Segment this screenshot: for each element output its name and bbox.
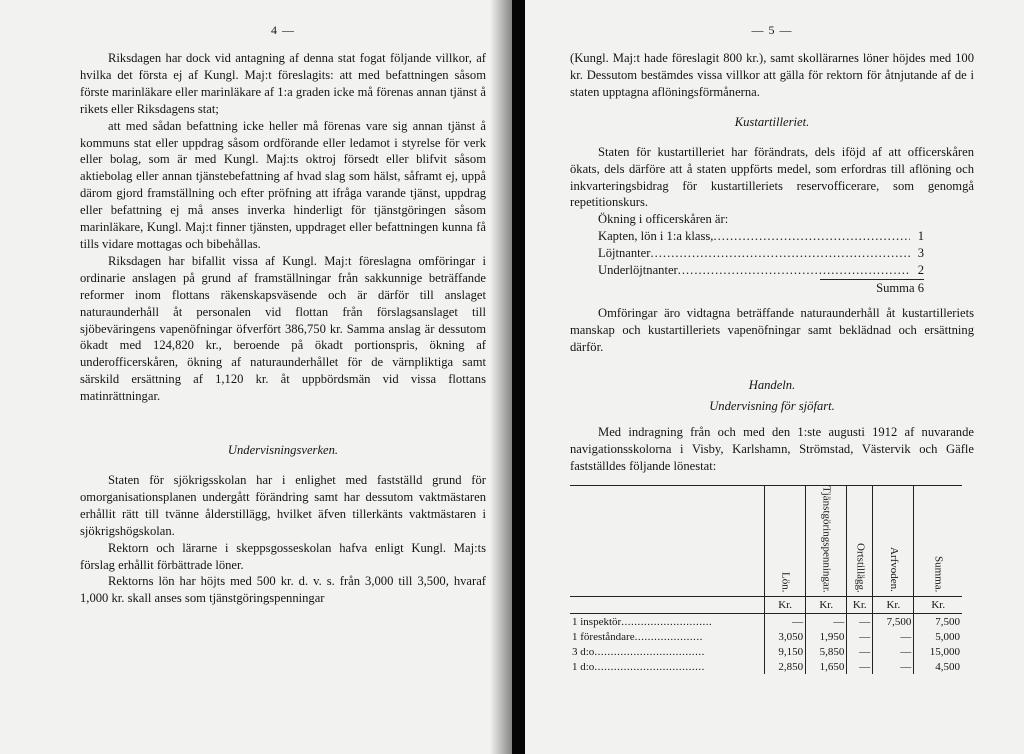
salary-table (570, 485, 962, 675)
list-item: Löjtnanter ..... 3 (598, 245, 924, 262)
column-header: Summa. (914, 485, 962, 597)
paragraph: Riksdagen har bifallit vissa af Kungl. Maj:t föreslagna omföringar i ordinarie anslagen på grund af framställningar från sakkunnige beträffande reformer inom flottans räkenskapsväsende och är därför till anslaget naturaunderhåll åt personalen vid flottan från förslagsanslaget till sjöbeväringens vapenöfningar öfverfört 386,750 kr. Samma anslag är dessutom ökadt med 124,820 kr., beroende på ökadt portionspris, ökning af underofficerskåren, ökning af naturaunderhållet för de värnpliktiga samt särskild ersättning af 1,120 kr. åt uppbördsmän vid vissa flottans matinrättningar. (80, 253, 486, 404)
unit-label: Kr. (806, 597, 847, 614)
paragraph: att med sådan befattning icke heller må förenas vare sig annan tjänst å kommuns stat eller uppdrag såsom ordförande eller ledamot i styrelse för verk eller bolag, som är med Kungl. Maj:ts oktroj försedt eller blifvit såsom aktiebolag eller annan tjänstebefattning af hvad slag som hälst, såframt ej, uppå därom gjord framställning och efter pröfning att ifråga varande tjänst, uppdrag eller befattning ej må anses inverka hinderligt för tjänstgöringen såsom marinläkare, Kungl. Maj:t finner tjänsten, uppdraget eller befattningen kunna få tills vidare mottagas och bibehållas. (80, 118, 486, 251)
section-heading: Handeln. (748, 377, 796, 392)
section-heading: Kustartilleriet. (734, 114, 810, 129)
table-row: 1 d:o.................................. 2,850 1,650 — — 4,500 (572, 660, 960, 673)
unit-label: Kr. (847, 597, 873, 614)
section-heading: Undervisningsverken. (227, 443, 339, 458)
paragraph: (Kungl. Maj:t hade föreslagit 800 kr.), samt skollärarnes löner höjdes med 100 kr. Dessutom bestämdes vissa villkor att gälla för rektorn för åtnjutande af de i staten upptagna aflöningsförmånerna. (570, 51, 974, 99)
page-number: 4 — (271, 23, 295, 37)
column-header: Lön. (765, 485, 806, 597)
book-gutter (490, 0, 512, 754)
right-page (525, 0, 1024, 754)
table-row: 1 föreståndare..................... 3,050 1,950 — — 5,000 (572, 630, 960, 643)
list-intro: Ökning i officerskåren är: (598, 212, 729, 227)
column-header: Tjänstgöringspenningar. (806, 485, 847, 597)
list-item: Kapten, lön i 1:a klass, ..... 1 (598, 228, 924, 245)
officer-increase-list (570, 228, 924, 279)
unit-label: Kr. (873, 597, 914, 614)
paragraph: Staten för kustartilleriet har förändrats, dels iföjd af att officerskåren ökats, dels därföre att å staten uppförts medel, som erfordras till aflöning och inkvarteringsbidrag för kustartilleriets reservofficerare, som genomgå repetitionskurs. (570, 144, 974, 210)
table-row: 1 inspektör............................ — — — 7,500 7,500 (572, 615, 960, 628)
sum-total: Summa 6 (820, 279, 924, 297)
column-header: Ortstillägg. (847, 485, 873, 597)
paragraph: Rektorns lön har höjts med 500 kr. d. v. s. från 3,000 till 3,500, hvaraf 1,000 kr. skall anses som tjänstgöringspenningar (80, 574, 486, 606)
paragraph: Riksdagen har dock vid antagning af denna stat fogat följande villkor, af hvilka det första ej af Kungl. Maj:t föreslagits: att med befattningen såsom förste marinläkare eller marinläkare af 1:a graden icke må förenas annan tjänst å rikets eller Riksdagens stat; (80, 51, 486, 116)
unit-label: Kr. (914, 597, 962, 614)
paragraph: Rektorn och lärarne i skeppsgosseskolan hafva enligt Kungl. Maj:ts förslag erhållit förbättrade löner. (80, 540, 486, 572)
paragraph: Omföringar äro vidtagna beträffande naturaunderhåll åt kustartilleriets manskap och kustartilleriets vapenöfningar samt beklädnad och ersättning därför. (570, 306, 974, 355)
list-item: Underlöjtnanter ..... 2 (598, 262, 924, 279)
paragraph: Staten för sjökrigsskolan har i enlighet med fastställd grund för omorganisationsplanen undergått förändring samt har dessutom vaktmästaren erhållit rätt till tvänne ålderstillägg, hvilket äfven tillerkänts vaktmästaren i sjökrigshögskolan. (80, 473, 486, 538)
page-number: — 5 — (751, 23, 793, 37)
unit-label: Kr. (765, 597, 806, 614)
table-row: 3 d:o.................................. 9,150 5,850 — — 15,000 (572, 645, 960, 658)
subsection-heading: Undervisning för sjöfart. (709, 398, 835, 413)
paragraph: Med indragning från och med den 1:ste augusti 1912 af nuvarande navigationsskolorna i Visby, Karlshamn, Strömstad, Västervik och Gäfle fastställdes följande lönestat: (570, 424, 974, 473)
column-header: Arfvoden. (873, 485, 914, 597)
